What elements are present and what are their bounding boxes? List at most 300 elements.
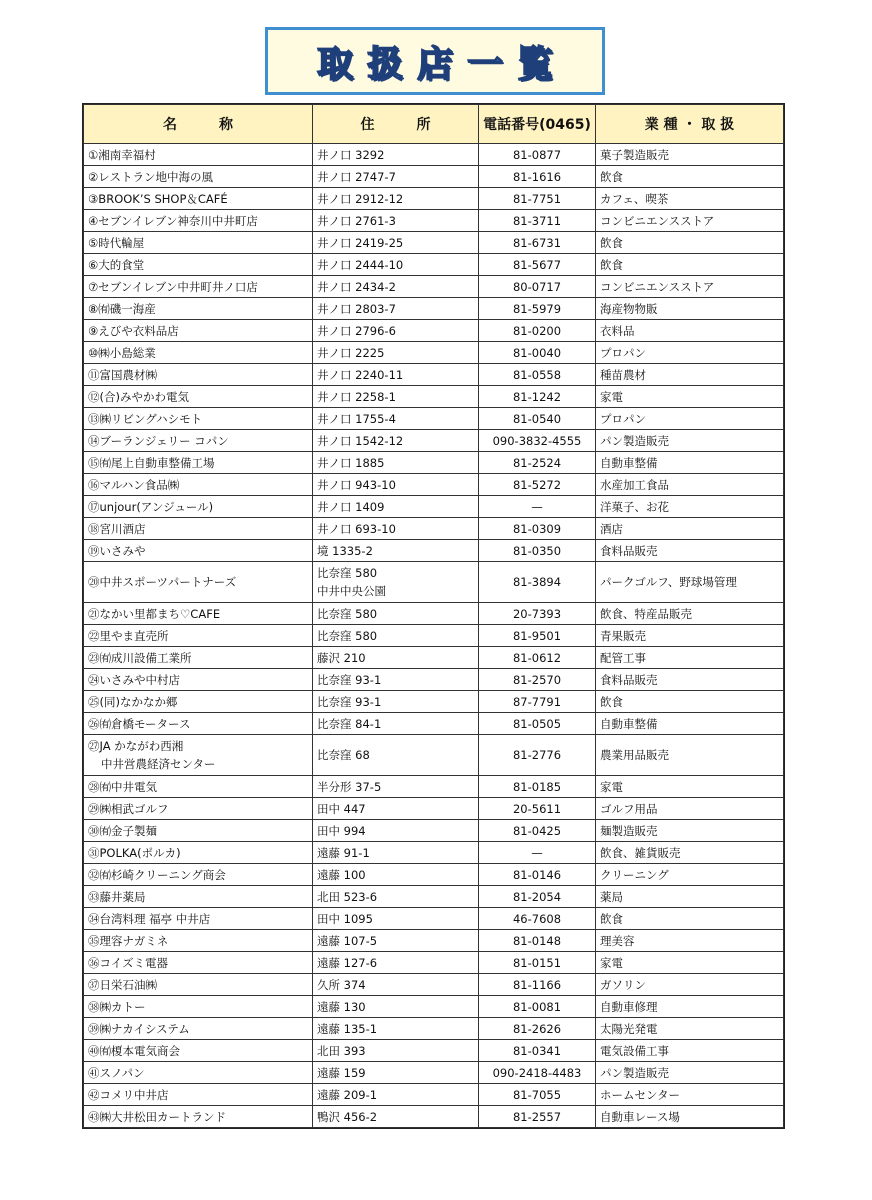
store-address-text: 藤沢 210 bbox=[317, 650, 366, 665]
store-name bbox=[84, 540, 313, 562]
store-name-text: ⑫(合)みやかわ電気 bbox=[88, 389, 189, 404]
store-name bbox=[84, 625, 313, 647]
store-address-text: 井ノ口 2225 bbox=[317, 345, 385, 360]
store-phone: 81-0425 bbox=[479, 820, 596, 842]
store-name bbox=[84, 1018, 313, 1040]
store-name bbox=[84, 1062, 313, 1084]
store-name bbox=[84, 320, 313, 342]
store-name bbox=[84, 210, 313, 232]
store-address-text: 比奈窪 580 bbox=[317, 566, 378, 580]
store-address-text: 遠藤 209-1 bbox=[317, 1087, 378, 1102]
header-row bbox=[84, 105, 784, 144]
store-business: ガソリン bbox=[596, 974, 784, 996]
store-name-text: ⑥大的食堂 bbox=[88, 257, 145, 272]
store-address bbox=[313, 188, 479, 210]
store-address bbox=[313, 232, 479, 254]
store-name-text: ㊶スノパン bbox=[88, 1065, 145, 1080]
store-address-text: 井ノ口 2761-3 bbox=[317, 213, 396, 228]
store-address-text: 井ノ口 2912-12 bbox=[317, 191, 404, 206]
store-address bbox=[313, 166, 479, 188]
store-name bbox=[84, 342, 313, 364]
store-phone: 81-0540 bbox=[479, 408, 596, 430]
store-name-text: ⑯マルハン食品㈱ bbox=[88, 477, 180, 492]
table-row bbox=[84, 144, 784, 166]
store-phone: — bbox=[479, 496, 596, 518]
store-name bbox=[84, 474, 313, 496]
store-name bbox=[84, 188, 313, 210]
store-business: プロパン bbox=[596, 342, 784, 364]
store-name bbox=[84, 798, 313, 820]
store-business: 飲食 bbox=[596, 254, 784, 276]
store-name bbox=[84, 930, 313, 952]
store-address bbox=[313, 669, 479, 691]
store-name bbox=[84, 254, 313, 276]
store-address bbox=[313, 1084, 479, 1106]
header-business: 業 種 ・ 取 扱 bbox=[596, 105, 784, 144]
store-phone: 81-5677 bbox=[479, 254, 596, 276]
store-phone: 80-0717 bbox=[479, 276, 596, 298]
store-address-text: 井ノ口 2747-7 bbox=[317, 169, 396, 184]
store-name-text: ⑰unjour(アンジュール) bbox=[88, 499, 214, 514]
store-address-text: 井ノ口 2240-11 bbox=[317, 367, 404, 382]
store-phone: 090-2418-4483 bbox=[479, 1062, 596, 1084]
store-name-text: ⑲いさみや bbox=[88, 543, 146, 558]
store-phone: 81-1242 bbox=[479, 386, 596, 408]
table-row bbox=[84, 320, 784, 342]
store-business: 家電 bbox=[596, 386, 784, 408]
store-address-text: 井ノ口 1542-12 bbox=[317, 433, 404, 448]
store-address-text: 遠藤 100 bbox=[317, 867, 366, 882]
store-address bbox=[313, 908, 479, 930]
store-phone: 81-2570 bbox=[479, 669, 596, 691]
store-name-text: ①湘南幸福村 bbox=[88, 147, 156, 162]
store-name-text: ⑮㈲尾上自動車整備工場 bbox=[88, 455, 215, 470]
store-list-table bbox=[83, 104, 784, 1128]
store-phone: 81-0081 bbox=[479, 996, 596, 1018]
store-address bbox=[313, 625, 479, 647]
store-phone: 81-0350 bbox=[479, 540, 596, 562]
store-name bbox=[84, 996, 313, 1018]
table-row bbox=[84, 166, 784, 188]
table-row bbox=[84, 820, 784, 842]
table-row bbox=[84, 474, 784, 496]
table-row bbox=[84, 298, 784, 320]
page-title: 取扱店一覧 bbox=[316, 43, 567, 85]
store-phone: 81-2776 bbox=[479, 735, 596, 776]
store-address-text: 井ノ口 2803-7 bbox=[317, 301, 396, 316]
store-name bbox=[84, 776, 313, 798]
store-name bbox=[84, 713, 313, 735]
table-row bbox=[84, 713, 784, 735]
title-box bbox=[265, 27, 605, 95]
store-name-text: ㊳㈱カトー bbox=[88, 999, 146, 1014]
store-name-text: ㉙㈱相武ゴルフ bbox=[88, 801, 169, 816]
store-name-text: ㉔いさみや中村店 bbox=[88, 672, 180, 687]
store-address-text: 遠藤 159 bbox=[317, 1065, 366, 1080]
store-address-text: 井ノ口 693-10 bbox=[317, 521, 396, 536]
store-address-text: 比奈窪 93-1 bbox=[317, 694, 382, 709]
store-address-text: 井ノ口 1885 bbox=[317, 455, 385, 470]
store-name-line2: 中井営農経済センター bbox=[101, 757, 216, 771]
store-phone: 81-7751 bbox=[479, 188, 596, 210]
store-name-text: ㉒里やま直売所 bbox=[88, 628, 169, 643]
store-address-text: 比奈窪 93-1 bbox=[317, 672, 382, 687]
table-row bbox=[84, 1106, 784, 1128]
store-address bbox=[313, 518, 479, 540]
table-row bbox=[84, 776, 784, 798]
store-name bbox=[84, 952, 313, 974]
store-phone: 81-0151 bbox=[479, 952, 596, 974]
store-name-text: ㉖㈲倉橋モータース bbox=[88, 716, 191, 731]
store-business: 海産物物販 bbox=[596, 298, 784, 320]
store-address bbox=[313, 647, 479, 669]
table-row bbox=[84, 930, 784, 952]
store-business: 酒店 bbox=[596, 518, 784, 540]
store-business: パン製造販売 bbox=[596, 430, 784, 452]
table-row bbox=[84, 669, 784, 691]
store-name bbox=[84, 386, 313, 408]
store-name-text: ㊴㈱ナカイシステム bbox=[88, 1021, 190, 1036]
store-name-text: ⑪富国農材㈱ bbox=[88, 367, 157, 382]
store-address bbox=[313, 298, 479, 320]
store-name bbox=[84, 603, 313, 625]
store-address bbox=[313, 735, 479, 776]
table-row bbox=[84, 625, 784, 647]
store-business: プロパン bbox=[596, 408, 784, 430]
table-row bbox=[84, 254, 784, 276]
store-address bbox=[313, 540, 479, 562]
store-name-text: ⑩㈱小島総業 bbox=[88, 345, 156, 360]
table-row bbox=[84, 496, 784, 518]
store-address bbox=[313, 864, 479, 886]
store-address bbox=[313, 144, 479, 166]
store-business: 理美容 bbox=[596, 930, 784, 952]
store-name bbox=[84, 144, 313, 166]
store-name bbox=[84, 232, 313, 254]
store-business: 青果販売 bbox=[596, 625, 784, 647]
store-business: 飲食 bbox=[596, 691, 784, 713]
store-name-text: ⑭ブーランジェリー コパン bbox=[88, 433, 229, 448]
store-name-text: ㉓㈲成川設備工業所 bbox=[88, 650, 192, 665]
table-row bbox=[84, 518, 784, 540]
store-phone: 81-6731 bbox=[479, 232, 596, 254]
table-row bbox=[84, 364, 784, 386]
store-name bbox=[84, 364, 313, 386]
header-phone: 電話番号(0465) bbox=[479, 105, 596, 144]
table-row bbox=[84, 1040, 784, 1062]
store-address bbox=[313, 974, 479, 996]
store-address-text: 井ノ口 3292 bbox=[317, 147, 385, 162]
store-address bbox=[313, 996, 479, 1018]
store-name bbox=[84, 669, 313, 691]
store-business: 自動車整備 bbox=[596, 713, 784, 735]
store-address bbox=[313, 1062, 479, 1084]
store-address-text: 田中 447 bbox=[317, 801, 366, 816]
store-phone: 090-3832-4555 bbox=[479, 430, 596, 452]
store-business: カフェ、喫茶 bbox=[596, 188, 784, 210]
store-name bbox=[84, 842, 313, 864]
table-row bbox=[84, 691, 784, 713]
store-address bbox=[313, 320, 479, 342]
store-phone: 87-7791 bbox=[479, 691, 596, 713]
store-address bbox=[313, 952, 479, 974]
table-row bbox=[84, 842, 784, 864]
table-row bbox=[84, 996, 784, 1018]
store-address-text: 井ノ口 2258-1 bbox=[317, 389, 396, 404]
store-name bbox=[84, 1084, 313, 1106]
store-address-text: 鴨沢 456-2 bbox=[317, 1109, 378, 1124]
store-address-text: 遠藤 91-1 bbox=[317, 845, 370, 860]
store-phone: 81-0877 bbox=[479, 144, 596, 166]
store-phone: 81-2054 bbox=[479, 886, 596, 908]
table-row bbox=[84, 210, 784, 232]
store-phone: 81-0040 bbox=[479, 342, 596, 364]
store-name bbox=[84, 276, 313, 298]
store-address bbox=[313, 1018, 479, 1040]
store-name-text: ②レストラン地中海の風 bbox=[88, 169, 213, 184]
store-address bbox=[313, 713, 479, 735]
store-phone: 81-0505 bbox=[479, 713, 596, 735]
store-address bbox=[313, 254, 479, 276]
store-phone: 81-0309 bbox=[479, 518, 596, 540]
store-address bbox=[313, 1040, 479, 1062]
table-row bbox=[84, 974, 784, 996]
store-address-text: 比奈窪 68 bbox=[317, 748, 370, 762]
store-address-text: 井ノ口 1409 bbox=[317, 499, 385, 514]
store-phone: 81-0341 bbox=[479, 1040, 596, 1062]
store-name bbox=[84, 518, 313, 540]
store-name-text: ⑧㈲磯一海産 bbox=[88, 301, 156, 316]
store-name-text: ⑳中井スポーツパートナーズ bbox=[88, 575, 237, 589]
store-name-text: ㉟理容ナガミネ bbox=[88, 933, 169, 948]
store-phone: 81-0185 bbox=[479, 776, 596, 798]
store-address-text: 井ノ口 2796-6 bbox=[317, 323, 396, 338]
store-address bbox=[313, 1106, 479, 1128]
store-business: 菓子製造販売 bbox=[596, 144, 784, 166]
table-row bbox=[84, 1084, 784, 1106]
store-name-text: ㉕(同)なかなか郷 bbox=[88, 694, 178, 709]
store-address-text: 半分形 37-5 bbox=[317, 779, 382, 794]
store-phone: 81-1166 bbox=[479, 974, 596, 996]
store-business: 飲食、特産品販売 bbox=[596, 603, 784, 625]
store-name-text: ㉘㈲中井電気 bbox=[88, 779, 157, 794]
store-name bbox=[84, 166, 313, 188]
store-business: 太陽光発電 bbox=[596, 1018, 784, 1040]
store-address bbox=[313, 842, 479, 864]
table-row bbox=[84, 232, 784, 254]
store-business: 飲食、雑貨販売 bbox=[596, 842, 784, 864]
store-name-text: ⑨えびや衣料品店 bbox=[88, 323, 179, 338]
store-address-text: 井ノ口 1755-4 bbox=[317, 411, 396, 426]
store-phone: 81-5272 bbox=[479, 474, 596, 496]
store-address bbox=[313, 930, 479, 952]
store-name-text: ⑱宮川酒店 bbox=[88, 521, 146, 536]
store-phone: 20-7393 bbox=[479, 603, 596, 625]
table-row bbox=[84, 276, 784, 298]
store-phone: 81-3894 bbox=[479, 562, 596, 603]
store-address-text: 井ノ口 943-10 bbox=[317, 477, 396, 492]
table-row bbox=[84, 952, 784, 974]
store-name-text: ㊱コイズミ電器 bbox=[88, 955, 169, 970]
table-row bbox=[84, 864, 784, 886]
table-row bbox=[84, 798, 784, 820]
store-address bbox=[313, 342, 479, 364]
store-business: 自動車修理 bbox=[596, 996, 784, 1018]
store-phone: 46-7608 bbox=[479, 908, 596, 930]
store-name-text: ㊵㈲榎本電気商会 bbox=[88, 1043, 180, 1058]
store-address bbox=[313, 798, 479, 820]
store-address-line2: 中井中央公園 bbox=[317, 584, 386, 598]
store-address bbox=[313, 408, 479, 430]
table-row bbox=[84, 386, 784, 408]
store-name bbox=[84, 886, 313, 908]
table-row bbox=[84, 430, 784, 452]
store-address-text: 遠藤 107-5 bbox=[317, 933, 378, 948]
store-business: 衣料品 bbox=[596, 320, 784, 342]
store-name bbox=[84, 820, 313, 842]
store-name bbox=[84, 864, 313, 886]
store-business: パークゴルフ、野球場管理 bbox=[596, 562, 784, 603]
header-name: 名 称 bbox=[84, 105, 313, 144]
store-address bbox=[313, 430, 479, 452]
store-name bbox=[84, 908, 313, 930]
table-row bbox=[84, 408, 784, 430]
store-address bbox=[313, 386, 479, 408]
store-name bbox=[84, 408, 313, 430]
store-name-text: ㉞台湾料理 福亭 中井店 bbox=[88, 911, 211, 926]
store-phone: 81-7055 bbox=[479, 1084, 596, 1106]
table-row bbox=[84, 603, 784, 625]
store-address-text: 比奈窪 84-1 bbox=[317, 716, 382, 731]
table-row bbox=[84, 540, 784, 562]
store-name bbox=[84, 1040, 313, 1062]
store-business: 電気設備工事 bbox=[596, 1040, 784, 1062]
table-row bbox=[84, 886, 784, 908]
store-name bbox=[84, 1106, 313, 1128]
store-phone: 81-3711 bbox=[479, 210, 596, 232]
store-name-text: ㉗JA かながわ西湘 bbox=[88, 739, 184, 753]
store-address bbox=[313, 886, 479, 908]
store-address-text: 井ノ口 2434-2 bbox=[317, 279, 396, 294]
store-address-text: 北田 393 bbox=[317, 1043, 366, 1058]
store-address bbox=[313, 496, 479, 518]
store-address bbox=[313, 210, 479, 232]
store-business: 家電 bbox=[596, 952, 784, 974]
store-phone: 81-1616 bbox=[479, 166, 596, 188]
store-address-text: 比奈窪 580 bbox=[317, 606, 378, 621]
store-address bbox=[313, 276, 479, 298]
store-business: 家電 bbox=[596, 776, 784, 798]
table-row bbox=[84, 647, 784, 669]
store-name bbox=[84, 562, 313, 603]
store-address bbox=[313, 691, 479, 713]
table-row bbox=[84, 562, 784, 603]
store-phone: 81-2524 bbox=[479, 452, 596, 474]
store-business: ゴルフ用品 bbox=[596, 798, 784, 820]
store-address bbox=[313, 562, 479, 603]
store-name-text: ⑬㈱リビングハシモト bbox=[88, 411, 203, 426]
store-name bbox=[84, 496, 313, 518]
store-name-text: ㉝藤井薬局 bbox=[88, 889, 146, 904]
store-address-text: 井ノ口 2419-25 bbox=[317, 235, 404, 250]
table-row bbox=[84, 188, 784, 210]
store-name-text: ㊸㈱大井松田カートランド bbox=[88, 1109, 226, 1124]
store-business: ホームセンター bbox=[596, 1084, 784, 1106]
store-business: 飲食 bbox=[596, 908, 784, 930]
store-name bbox=[84, 452, 313, 474]
table-row bbox=[84, 1018, 784, 1040]
store-phone: 81-5979 bbox=[479, 298, 596, 320]
table-row bbox=[84, 1062, 784, 1084]
store-phone: 81-2626 bbox=[479, 1018, 596, 1040]
store-name-text: ⑦セブンイレブン中井町井ノ口店 bbox=[88, 279, 258, 294]
store-name bbox=[84, 735, 313, 776]
store-phone: 81-0612 bbox=[479, 647, 596, 669]
store-name bbox=[84, 298, 313, 320]
store-phone: 81-0558 bbox=[479, 364, 596, 386]
store-name-text: ㉚㈲金子製麺 bbox=[88, 823, 157, 838]
store-name-text: ④セブンイレブン神奈川中井町店 bbox=[88, 213, 258, 228]
table-body bbox=[84, 144, 784, 1128]
store-phone: 81-0146 bbox=[479, 864, 596, 886]
store-address-text: 境 1335-2 bbox=[317, 543, 373, 558]
store-business: 自動車レース場 bbox=[596, 1106, 784, 1128]
store-address-text: 田中 1095 bbox=[317, 911, 373, 926]
store-address bbox=[313, 474, 479, 496]
store-name-text: ㉛POLKA(ポルカ) bbox=[88, 845, 181, 860]
store-business: 食料品販売 bbox=[596, 669, 784, 691]
store-phone: 81-2557 bbox=[479, 1106, 596, 1128]
store-business: 種苗農材 bbox=[596, 364, 784, 386]
store-business: 飲食 bbox=[596, 166, 784, 188]
store-business: 食料品販売 bbox=[596, 540, 784, 562]
store-address-text: 遠藤 130 bbox=[317, 999, 366, 1014]
store-address-text: 比奈窪 580 bbox=[317, 628, 378, 643]
store-phone: 20-5611 bbox=[479, 798, 596, 820]
store-business: 薬局 bbox=[596, 886, 784, 908]
store-business: パン製造販売 bbox=[596, 1062, 784, 1084]
store-name-text: ③BROOK’S SHOP＆CAFÉ bbox=[88, 191, 228, 206]
table-row bbox=[84, 452, 784, 474]
store-name bbox=[84, 430, 313, 452]
store-business: クリーニング bbox=[596, 864, 784, 886]
store-address-text: 遠藤 135-1 bbox=[317, 1021, 378, 1036]
store-name-text: ⑤時代輪屋 bbox=[88, 235, 145, 250]
store-name-text: ㉑なかい里都まち♡CAFE bbox=[88, 606, 221, 621]
store-name bbox=[84, 647, 313, 669]
store-address bbox=[313, 603, 479, 625]
store-phone: 81-0148 bbox=[479, 930, 596, 952]
store-business: 飲食 bbox=[596, 232, 784, 254]
header-address: 住 所 bbox=[313, 105, 479, 144]
store-business: 麺製造販売 bbox=[596, 820, 784, 842]
store-name-text: ㊷コメリ中井店 bbox=[88, 1087, 169, 1102]
store-address bbox=[313, 820, 479, 842]
store-phone: 81-0200 bbox=[479, 320, 596, 342]
store-name bbox=[84, 691, 313, 713]
store-address-text: 田中 994 bbox=[317, 823, 366, 838]
store-address-text: 北田 523-6 bbox=[317, 889, 378, 904]
store-business: 配管工事 bbox=[596, 647, 784, 669]
store-business: 自動車整備 bbox=[596, 452, 784, 474]
store-address bbox=[313, 452, 479, 474]
store-address-text: 久所 374 bbox=[317, 977, 366, 992]
store-business: コンビニエンスストア bbox=[596, 276, 784, 298]
store-address bbox=[313, 364, 479, 386]
table-row bbox=[84, 735, 784, 776]
store-phone: 81-9501 bbox=[479, 625, 596, 647]
store-business: 水産加工食品 bbox=[596, 474, 784, 496]
